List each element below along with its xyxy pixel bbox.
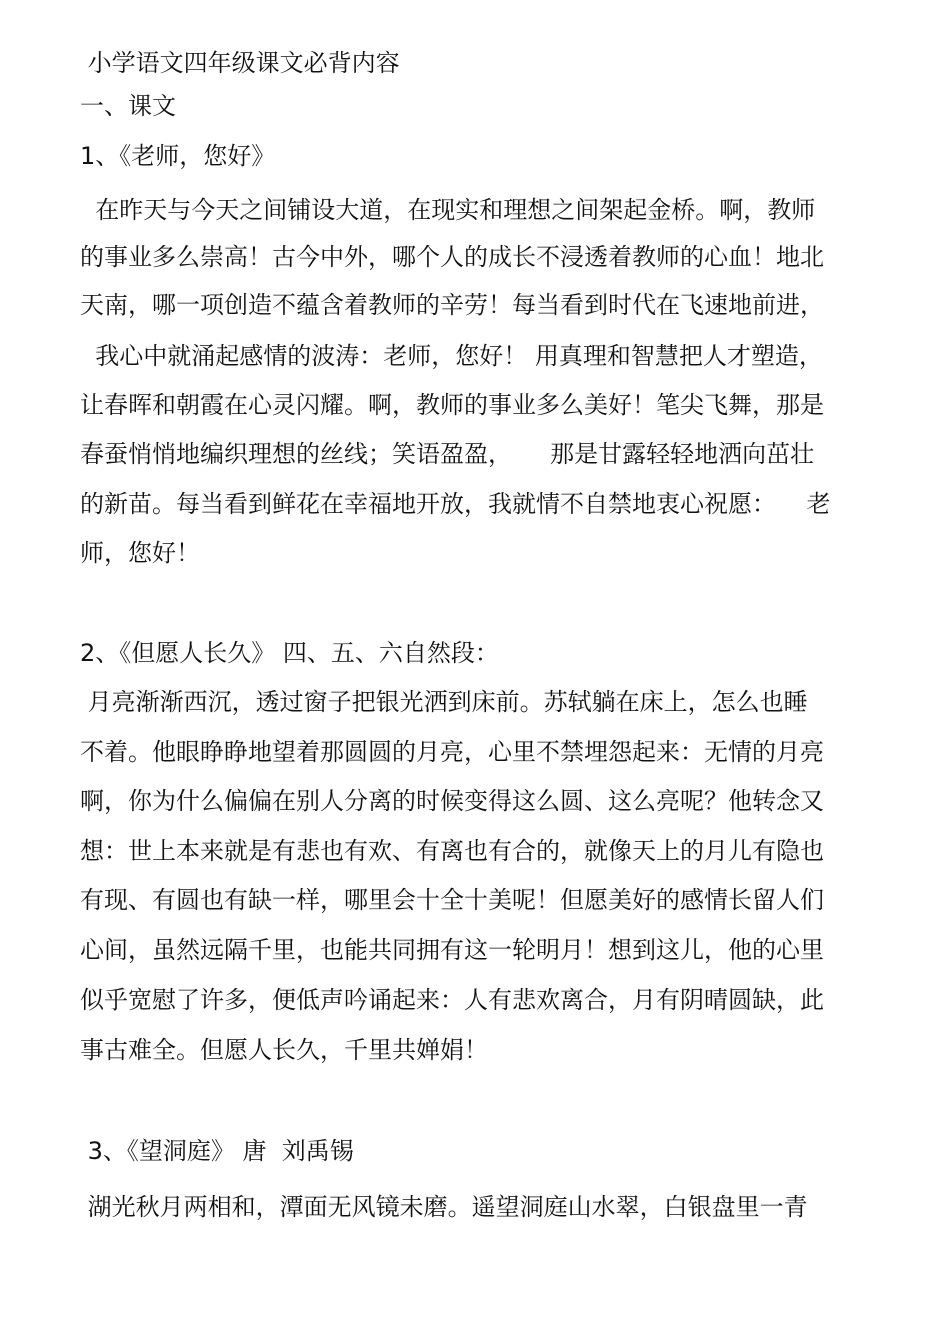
section-heading: 一、课文 xyxy=(80,92,176,120)
lesson-1-line: 让春晖和朝霞在心灵闪耀。啊，教师的事业多么美好！笔尖飞舞，那是 xyxy=(80,391,824,419)
document-title: 小学语文四年级课文必背内容 xyxy=(80,49,400,77)
lesson-3-line: 湖光秋月两相和，潭面无风镜未磨。遥望洞庭山水翠，白银盘里一青 xyxy=(80,1193,808,1221)
lesson-1-line: 的新苗。每当看到鲜花在幸福地开放，我就情不自禁地衷心祝愿： 老 xyxy=(80,490,831,518)
lesson-1-line: 师，您好！ xyxy=(80,539,200,567)
lesson-2-line: 似乎宽慰了许多，便低声吟诵起来：人有悲欢离合，月有阴晴圆缺，此 xyxy=(80,986,824,1014)
lesson-1-line: 我心中就涌起感情的波涛：老师，您好！ 用真理和智慧把人才塑造， xyxy=(80,342,823,370)
lesson-1-line: 春蚕悄悄地编织理想的丝线；笑语盈盈， 那是甘露轻轻地洒向茁壮 xyxy=(80,440,815,468)
lesson-3-heading: 3、《望洞庭》 唐 刘禹锡 xyxy=(80,1137,354,1165)
lesson-2-line: 事古难全。但愿人长久，千里共婵娟！ xyxy=(80,1036,488,1064)
lesson-1-line: 天南，哪一项创造不蕴含着教师的辛劳！每当看到时代在飞速地前进， xyxy=(80,291,824,319)
lesson-2-heading: 2、《但愿人长久》 四、五、六自然段： xyxy=(80,639,499,667)
lesson-2-line: 有现、有圆也有缺一样，哪里会十全十美呢！但愿美好的感情长留人们 xyxy=(80,886,824,914)
lesson-1-line: 的事业多么崇高！古今中外，哪个人的成长不浸透着教师的心血！地北 xyxy=(80,243,824,271)
lesson-2-line: 不着。他眼睁睁地望着那圆圆的月亮，心里不禁埋怨起来：无情的月亮 xyxy=(80,738,824,766)
lesson-2-line: 啊，你为什么偏偏在别人分离的时候变得这么圆、这么亮呢？他转念又 xyxy=(80,787,824,815)
lesson-1-line: 在昨天与今天之间铺设大道，在现实和理想之间架起金桥。啊，教师 xyxy=(80,196,816,224)
lesson-1-heading: 1、《老师，您好》 xyxy=(80,142,276,170)
lesson-2-line: 月亮渐渐西沉，透过窗子把银光洒到床前。苏轼躺在床上，怎么也睡 xyxy=(80,688,808,716)
lesson-2-line: 心间，虽然远隔千里，也能共同拥有这一轮明月！想到这儿，他的心里 xyxy=(80,936,824,964)
lesson-2-line: 想：世上本来就是有悲也有欢、有离也有合的，就像天上的月儿有隐也 xyxy=(80,837,824,865)
